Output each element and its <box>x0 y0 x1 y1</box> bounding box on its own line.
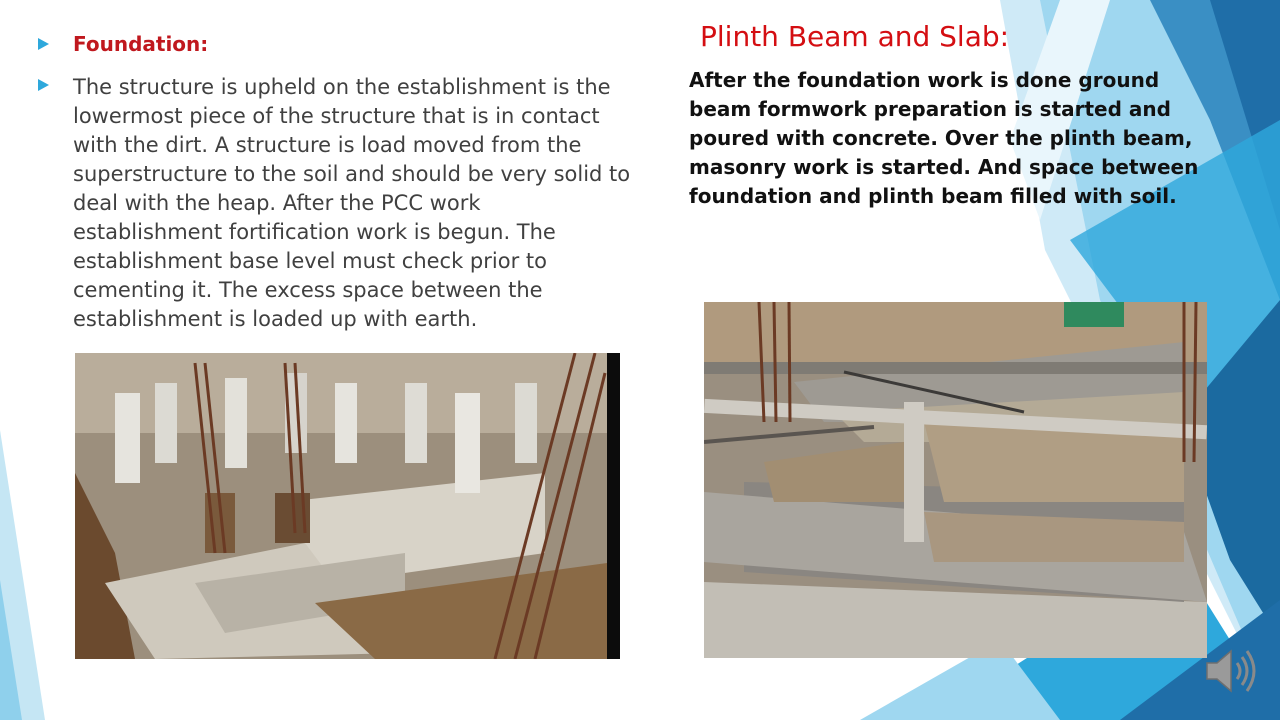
bullet-description <box>38 73 633 334</box>
plinth-title: Plinth Beam and Slab: <box>700 20 1010 53</box>
speaker-icon[interactable] <box>1203 645 1257 697</box>
plinth-beam-photo <box>704 302 1207 658</box>
bullet-arrow-icon <box>38 38 49 50</box>
foundation-description: The structure is upheld on the establishment is the lowermost piece of the structure that is in contact with the dirt. A structure is load moved from the superstructure to the soil and should be very solid to deal with the heap. After the PCC work establishment fortification work is begun. The establishment base level must check prior to cementing it. The excess space between the establishment is loaded up with earth. <box>73 75 631 331</box>
bullet-arrow-icon <box>38 79 49 91</box>
foundation-columns-photo <box>75 353 620 659</box>
plinth-description: After the foundation work is done ground beam formwork preparation is started and poured with concrete. Over the plinth beam, masonry work is started. And space between foundation and plinth beam filled with soil. <box>689 68 1199 208</box>
foundation-heading: Foundation: <box>73 32 209 56</box>
bullet-foundation <box>38 32 208 56</box>
